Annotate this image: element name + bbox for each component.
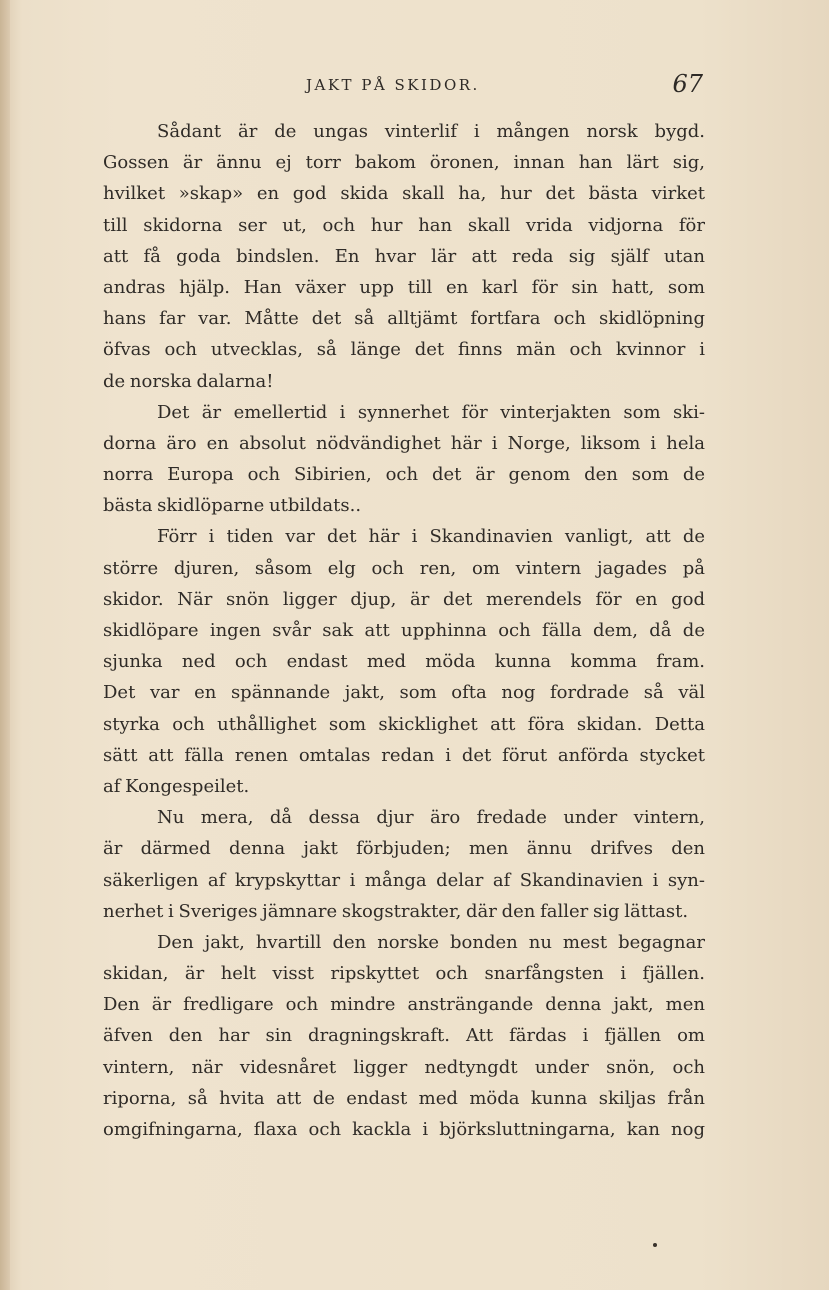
text-line: de norska dalarna!	[103, 370, 274, 392]
text-line: hans far var. Måtte det så alltjämt fortfara och skidlöpning	[103, 308, 705, 330]
text-line: sjunka ned och endast med möda kunna komma fram.	[103, 651, 705, 673]
text-line: sätt att fälla renen omtalas redan i det förut anförda stycket	[103, 744, 705, 766]
text-line: skidan, är helt visst ripskyttet och snarfångsten i fjällen.	[103, 963, 705, 985]
ink-speck	[653, 1243, 657, 1247]
text-line: är därmed denna jakt förbjuden; men ännu drifves den	[103, 838, 705, 860]
text-line: att få goda bindslen. En hvar lär att reda sig själf utan	[103, 245, 705, 267]
text-line: skidor. När snön ligger djup, är det merendels för en god	[103, 588, 705, 610]
page-header	[103, 70, 705, 106]
text-line: riporna, så hvita att de endast med möda kunna skiljas från	[103, 1087, 705, 1109]
text-line: Den jakt, hvartill den norske bonden nu mest begagnar	[157, 931, 705, 953]
text-line: af Kongespeilet.	[103, 775, 250, 797]
text-line: dorna äro en absolut nödvändighet här i Norge, liksom i hela	[103, 432, 705, 454]
text-line: norra Europa och Sibirien, och det är genom den som de	[103, 464, 705, 486]
text-line: större djuren, såsom elg och ren, om vintern jagades på	[103, 557, 705, 579]
text-line: Det är emellertid i synnerhet för vinterjakten som ski-	[157, 401, 705, 423]
page-gutter-shadow	[0, 0, 10, 1290]
text-line: Den är fredligare och mindre ansträngande denna jakt, men	[103, 994, 705, 1016]
text-line: säkerligen af krypskyttar i många delar af Skandinavien i syn-	[103, 869, 705, 891]
text-line: bästa skidlöparne utbildats..	[103, 495, 362, 517]
text-line: Det var en spännande jakt, som ofta nog fordrade så väl	[103, 682, 705, 704]
text-line: nerhet i Sveriges jämnare skogstrakter, där den faller sig lättast.	[103, 900, 689, 922]
text-line: äfven den har sin dragningskraft. Att färdas i fjällen om	[103, 1025, 705, 1047]
text-line: skidlöpare ingen svår sak att upphinna och fälla dem, då de	[103, 620, 705, 641]
text-line: omgifningarna, flaxa och kackla i björksluttningarna, kan nog	[103, 1119, 705, 1140]
text-line: Gossen är ännu ej torr bakom öronen, innan han lärt sig,	[103, 152, 705, 174]
text-line: Sådant är de ungas vinterlif i mången norsk bygd.	[157, 121, 705, 142]
text-line: Förr i tiden var det här i Skandinavien vanligt, att de	[157, 526, 705, 548]
text-line: vintern, när videsnåret ligger nedtyngdt under snön, och	[103, 1056, 705, 1078]
text-line: öfvas och utvecklas, så länge det finns män och kvinnor i	[103, 339, 705, 361]
text-line: andras hjälp. Han växer upp till en karl för sin hatt, som	[103, 276, 705, 298]
text-line: styrka och uthållighet som skicklighet att föra skidan. Detta	[103, 713, 705, 735]
running-title: JAKT PÅ SKIDOR.	[306, 76, 480, 94]
text-line: hvilket »skap» en god skida skall ha, hur det bästa virket	[103, 183, 705, 205]
text-line: till skidorna ser ut, och hur han skall vrida vidjorna för	[103, 214, 705, 236]
body-text	[103, 116, 705, 1145]
text-line: Nu mera, då dessa djur äro fredade under vintern,	[157, 807, 705, 829]
page-number: 67	[672, 70, 703, 98]
